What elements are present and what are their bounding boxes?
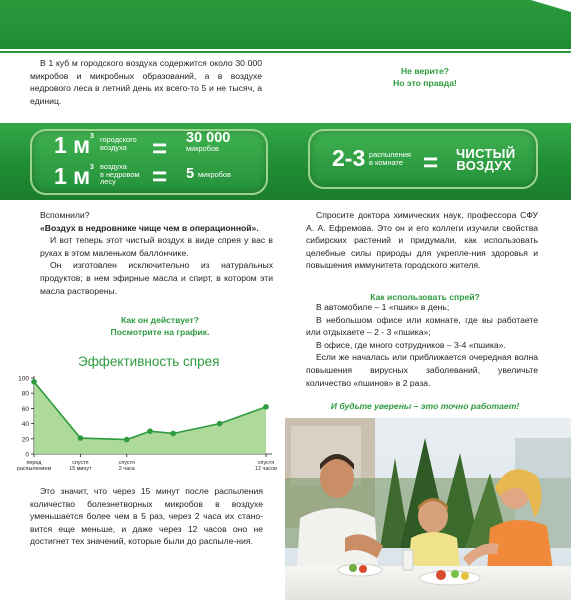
cubic-sup-1: 3 bbox=[90, 133, 94, 140]
x-tick-label: спустя bbox=[72, 460, 89, 466]
remember-line-1: Вспомнили? bbox=[40, 210, 90, 220]
y-tick-label: 60 bbox=[21, 405, 29, 413]
microbes-unit-1: микробов bbox=[186, 144, 219, 153]
microbes-unit-2: микробов bbox=[198, 170, 231, 179]
efficiency-chart bbox=[10, 368, 280, 480]
y-tick-label: 20 bbox=[21, 436, 29, 444]
equals-sign-3: = bbox=[423, 147, 439, 177]
believe-line-2: Но это правда! bbox=[393, 78, 457, 89]
forest-air-label bbox=[100, 163, 140, 186]
remember-quote: «Воздух в недровнике чище чем в операционной». bbox=[40, 222, 259, 233]
how-works-line-2: Посмотрите на график. bbox=[110, 327, 210, 338]
data-point bbox=[124, 437, 130, 443]
cubic-sup-2: 3 bbox=[90, 164, 94, 171]
data-point bbox=[147, 428, 153, 434]
value-5: 5 bbox=[186, 166, 195, 182]
usage-item-small-office: В небольшом офисе или комнате, где вы работаете или отдыхаете – 2 - 3 «пшика»; bbox=[306, 314, 538, 338]
remember-paragraph bbox=[40, 209, 273, 297]
sprays-label-1: распыления bbox=[369, 150, 411, 159]
clean-air-line-1: ЧИСТЫЙ bbox=[456, 146, 516, 161]
remember-line-4: Он изготовлен исключительно из натуральных продуктов; в нем эфирные масла и спирт, в котором эти масла растворены. bbox=[40, 260, 273, 296]
x-tick-label: распылением bbox=[16, 466, 52, 472]
data-point bbox=[170, 431, 176, 437]
cubic-meter-1: 1 м bbox=[54, 132, 91, 158]
how-works-line-1: Как он действует? bbox=[120, 315, 199, 325]
forest-air-label-2: в недровом bbox=[100, 169, 140, 179]
usage-item-big-office: В офисе, где много сотрудников – 3-4 «пшика». bbox=[316, 339, 506, 350]
x-tick-label: спустя bbox=[257, 460, 275, 466]
top-green-band bbox=[0, 0, 571, 49]
usage-list bbox=[306, 301, 538, 389]
x-tick-label: 2 часа bbox=[118, 466, 135, 472]
intro-paragraph: В 1 куб м городского воздуха содержится около 30 000 микробов и микробных образований, а в воздухе недрового леса в летний день их всего-то 5 и не тысяч, а единиц. bbox=[30, 58, 262, 106]
data-point bbox=[78, 435, 84, 441]
cubic-meter-2: 1 м bbox=[54, 163, 91, 189]
chart-title: Эффективность спрея bbox=[78, 354, 220, 369]
forest-air-label-1: воздуха bbox=[100, 162, 127, 171]
y-tick-label: 80 bbox=[21, 390, 29, 398]
family-photo-image bbox=[285, 418, 571, 600]
equals-sign-1: = bbox=[152, 133, 168, 163]
equals-sign-2: = bbox=[152, 161, 168, 191]
sprays-count: 2-3 bbox=[332, 145, 366, 171]
ask-paragraph: Спросите доктора химических наук, профессора СФУ А. А. Ефремова. Это он и его коллеги изучили свойства сибирских растений и придумали, как использовать целебные силы природы для укрепле-ния здоровья и повышения иммунитета городского жителя. bbox=[306, 210, 538, 271]
how-use-title: Как использовать спрей? bbox=[370, 292, 480, 302]
believe-callout bbox=[360, 65, 490, 90]
remember-line-3: И вот теперь этот чистый воздух в виде спрея у вас в руках в этом маленьком баллончике. bbox=[40, 235, 273, 258]
data-point bbox=[263, 404, 269, 410]
x-tick-label: 12 часов bbox=[255, 466, 277, 472]
y-tick-label: 100 bbox=[18, 375, 29, 383]
value-30000: 30 000 bbox=[186, 130, 231, 146]
forest-air-label-3: лесу bbox=[100, 177, 116, 187]
x-tick-label: перед bbox=[26, 460, 42, 466]
x-tick-label: 15 минут bbox=[69, 466, 92, 472]
usage-item-car: В автомобиле – 1 «пшик» в день; bbox=[316, 302, 450, 312]
guarantee-line: И будьте уверены – это точно работает! bbox=[330, 401, 520, 411]
y-tick-label: 0 bbox=[25, 451, 29, 459]
clean-air-line-2: ВОЗДУХ bbox=[456, 158, 512, 173]
city-air-label-1: городского bbox=[100, 135, 137, 144]
chart-explanation: Это значит, что через 15 минут после распыления количество болезнетворных микробов в воздухе уменьшается более чем в 5 раз, через 2 часа их стано-вится еще меньше, и даже через 12 часов оно не достигнет тех значений, которые были до распыле-ния. bbox=[30, 486, 263, 547]
x-tick-label: спустя bbox=[118, 460, 135, 466]
how-works-callout bbox=[60, 314, 260, 339]
city-air-label bbox=[100, 136, 137, 151]
clean-air-result bbox=[456, 146, 516, 173]
family-photo bbox=[285, 418, 571, 600]
data-point bbox=[31, 379, 37, 385]
series-area bbox=[34, 382, 266, 454]
top-divider-line bbox=[0, 51, 571, 53]
sprays-label bbox=[369, 151, 411, 166]
sprays-label-2: в комнате bbox=[369, 157, 403, 167]
city-air-label-2: воздуха bbox=[100, 142, 127, 152]
usage-item-epidemic: Если же началась или приближается очередная волна повышения вирусных заболеваний, увеличьте количество «пшинов» в 2 раза. bbox=[306, 352, 538, 388]
data-point bbox=[217, 421, 223, 427]
believe-line-1: Не верите? bbox=[400, 66, 450, 76]
y-tick-label: 40 bbox=[21, 421, 29, 429]
